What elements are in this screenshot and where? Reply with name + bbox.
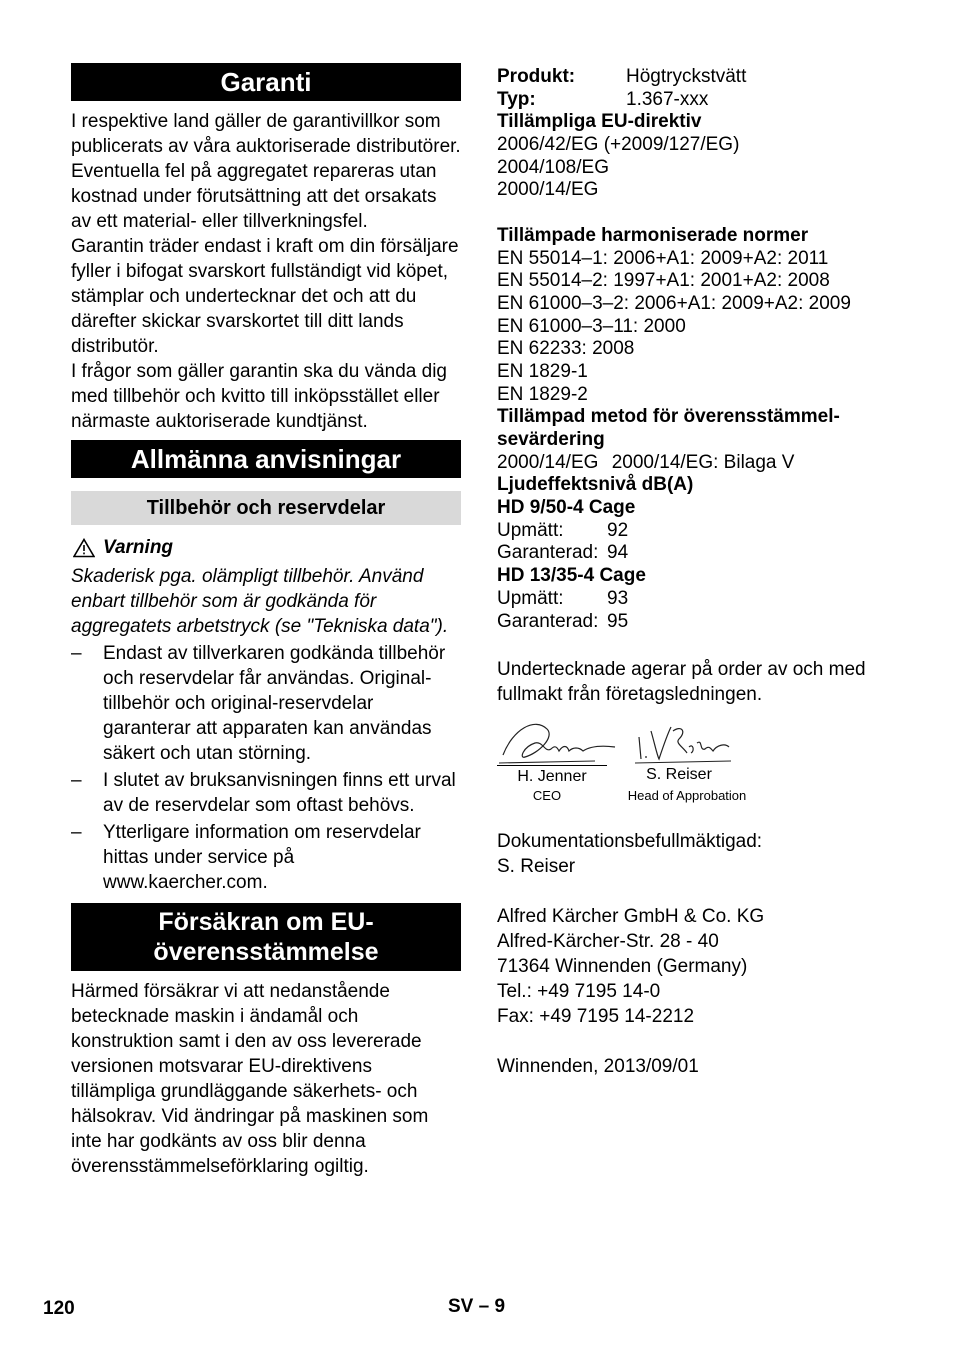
company-fax: Fax: +49 7195 14-2212 [497,1006,695,1028]
garanterad-value: 95 [607,610,629,632]
right-column [497,66,917,1079]
direktiv-heading: Tillämpliga EU-direktiv [497,111,702,133]
produkt-row [497,66,917,89]
model-2-upmatt-row [497,588,917,611]
typ-row [497,89,917,112]
norm-item: EN 61000–3–2: 2006+A1: 2009+A2: 2009 [497,292,851,314]
norm-item: EN 55014–1: 2006+A1: 2009+A2: 2011 [497,247,829,269]
signer-2-role: Head of Approbation [627,788,747,804]
place-date: Winnenden, 2013/09/01 [497,1056,699,1078]
accessory-list [71,641,461,895]
language-page-label: SV – 9 [448,1296,506,1317]
garanterad-label: Garanterad: [497,610,599,632]
list-item: – Ytterligare information om reservdelar hittas under service på www.kaercher.com. [71,822,421,893]
norm-item: EN 61000–3–11: 2000 [497,315,686,337]
company-city: 71364 Winnenden (Germany) [497,956,748,978]
direktiv-item: 2000/14/EG [497,179,599,201]
anvisningar-heading: Allmänna anvisningar [71,440,461,478]
forsakran-text: Härmed försäkrar vi att nedanstående betecknade maskin i ändamål och konstruktion samt i den av oss levererade versionen motsvarar EU-direktivens tillämpliga grundläggande säkerhets- och hälsokrav. Vid ändringar på maskinen som inte har godkänts av oss blir denna överensstämmelseförklaring ogiltig. [71,981,429,1177]
metod-value-1: 2000/14/EG [497,451,599,473]
company-tel: Tel.: +49 7195 14-0 [497,981,661,1003]
model-2-garanterad-row [497,611,917,634]
page-number: 120 [43,1298,75,1319]
signer-2-name: S. Reiser [646,766,712,784]
signature-jenner [497,715,607,805]
warning-triangle-icon [73,538,95,558]
signature-jenner-scribble [495,719,625,767]
list-item: – I slutet av bruksanvisningen finns ett urval av de reservdelar som oftast behövs. [71,770,456,816]
signers-text: Undertecknade agerar på order av och med fullmakt från företagsledningen. [497,659,866,706]
list-item: – Endast av tillverkaren godkända tillbehör och reservdelar får användas. Original-tillbehör och original-reservdelar garanterar att apparaten kan användas säkert och utan störning. [71,643,446,764]
dok-label: Dokumentationsbefullmäktigad: [497,831,763,853]
garanterad-label: Garanterad: [497,542,599,564]
typ-value: 1.367-xxx [626,88,709,110]
upmatt-label: Upmätt: [497,519,564,541]
model-1-name: HD 9/50-4 Cage [497,497,636,519]
signature-area [497,715,917,815]
ljud-heading: Ljudeffektsnivå dB(A) [497,474,694,496]
garanti-body [71,109,461,434]
forsakran-heading: Försäkran om EU-överensstämmelse [71,903,461,971]
normer-heading: Tillämpade harmoniserade normer [497,224,809,246]
model-1-garanterad-row [497,542,917,565]
metod-heading-1: Tillämpad metod för överensstämmel- [497,406,840,428]
upmatt-label: Upmätt: [497,587,564,609]
direktiv-item: 2004/108/EG [497,156,609,178]
signer-1-role: CEO [532,788,562,804]
signature-reiser-scribble [633,721,733,765]
signature-reiser [625,715,755,805]
signer-1-name: H. Jenner [497,765,607,787]
garanterad-value: 94 [607,542,629,564]
company-street: Alfred-Kärcher-Str. 28 - 40 [497,931,719,953]
tillbehor-heading: Tillbehör och reservdelar [71,491,461,525]
company-name: Alfred Kärcher GmbH & Co. KG [497,906,765,928]
norm-item: EN 55014–2: 1997+A1: 2001+A2: 2008 [497,270,830,292]
left-column [71,63,461,1179]
garanti-heading: Garanti [71,63,461,101]
direktiv-item: 2006/42/EG (+2009/127/EG) [497,134,740,156]
model-1-upmatt-row [497,520,917,543]
metod-row [497,452,917,475]
warning-title-row [71,535,461,560]
norm-item: EN 62233: 2008 [497,338,635,360]
garanti-paragraph-2: Garantin träder endast i kraft om din försäljare fyller i bifogat svarskort fullständigt vid köpet, stämplar och undertecknar det och att du därefter skickar svarskortet till ditt lands distributör. [71,236,459,357]
garanti-paragraph-3: I frågor som gäller garantin ska du vända dig med tillbehör och kvitto till inköpsstället eller närmaste auktoriserade kundtjänst. [71,361,447,432]
warning-title: Varning [103,537,174,558]
produkt-value: Högtryckstvätt [626,66,747,87]
typ-label: Typ: [497,88,536,110]
garanti-paragraph-1: I respektive land gäller de garantivillkor som publicerats av våra auktoriserade distributörer. Eventuella fel på aggregatet repareras utan kostnad under förutsättning att det orsakats av ett material- eller tillverkningsfel. [71,111,461,232]
dok-name: S. Reiser [497,856,576,878]
produkt-label: Produkt: [497,66,576,87]
warning-text: Skaderisk pga. olämpligt tillbehör. Använd enbart tillbehör som är godkända för aggregatets arbetstryck (se "Tekniska data"). [71,566,449,637]
model-2-name: HD 13/35-4 Cage [497,565,646,587]
norm-item: EN 1829-1 [497,360,588,382]
metod-value-2: 2000/14/EG: Bilaga V [611,451,795,473]
upmatt-value: 92 [607,519,629,541]
norm-item: EN 1829-2 [497,383,588,405]
metod-heading-2: sevärdering [497,429,605,450]
upmatt-value: 93 [607,587,629,609]
